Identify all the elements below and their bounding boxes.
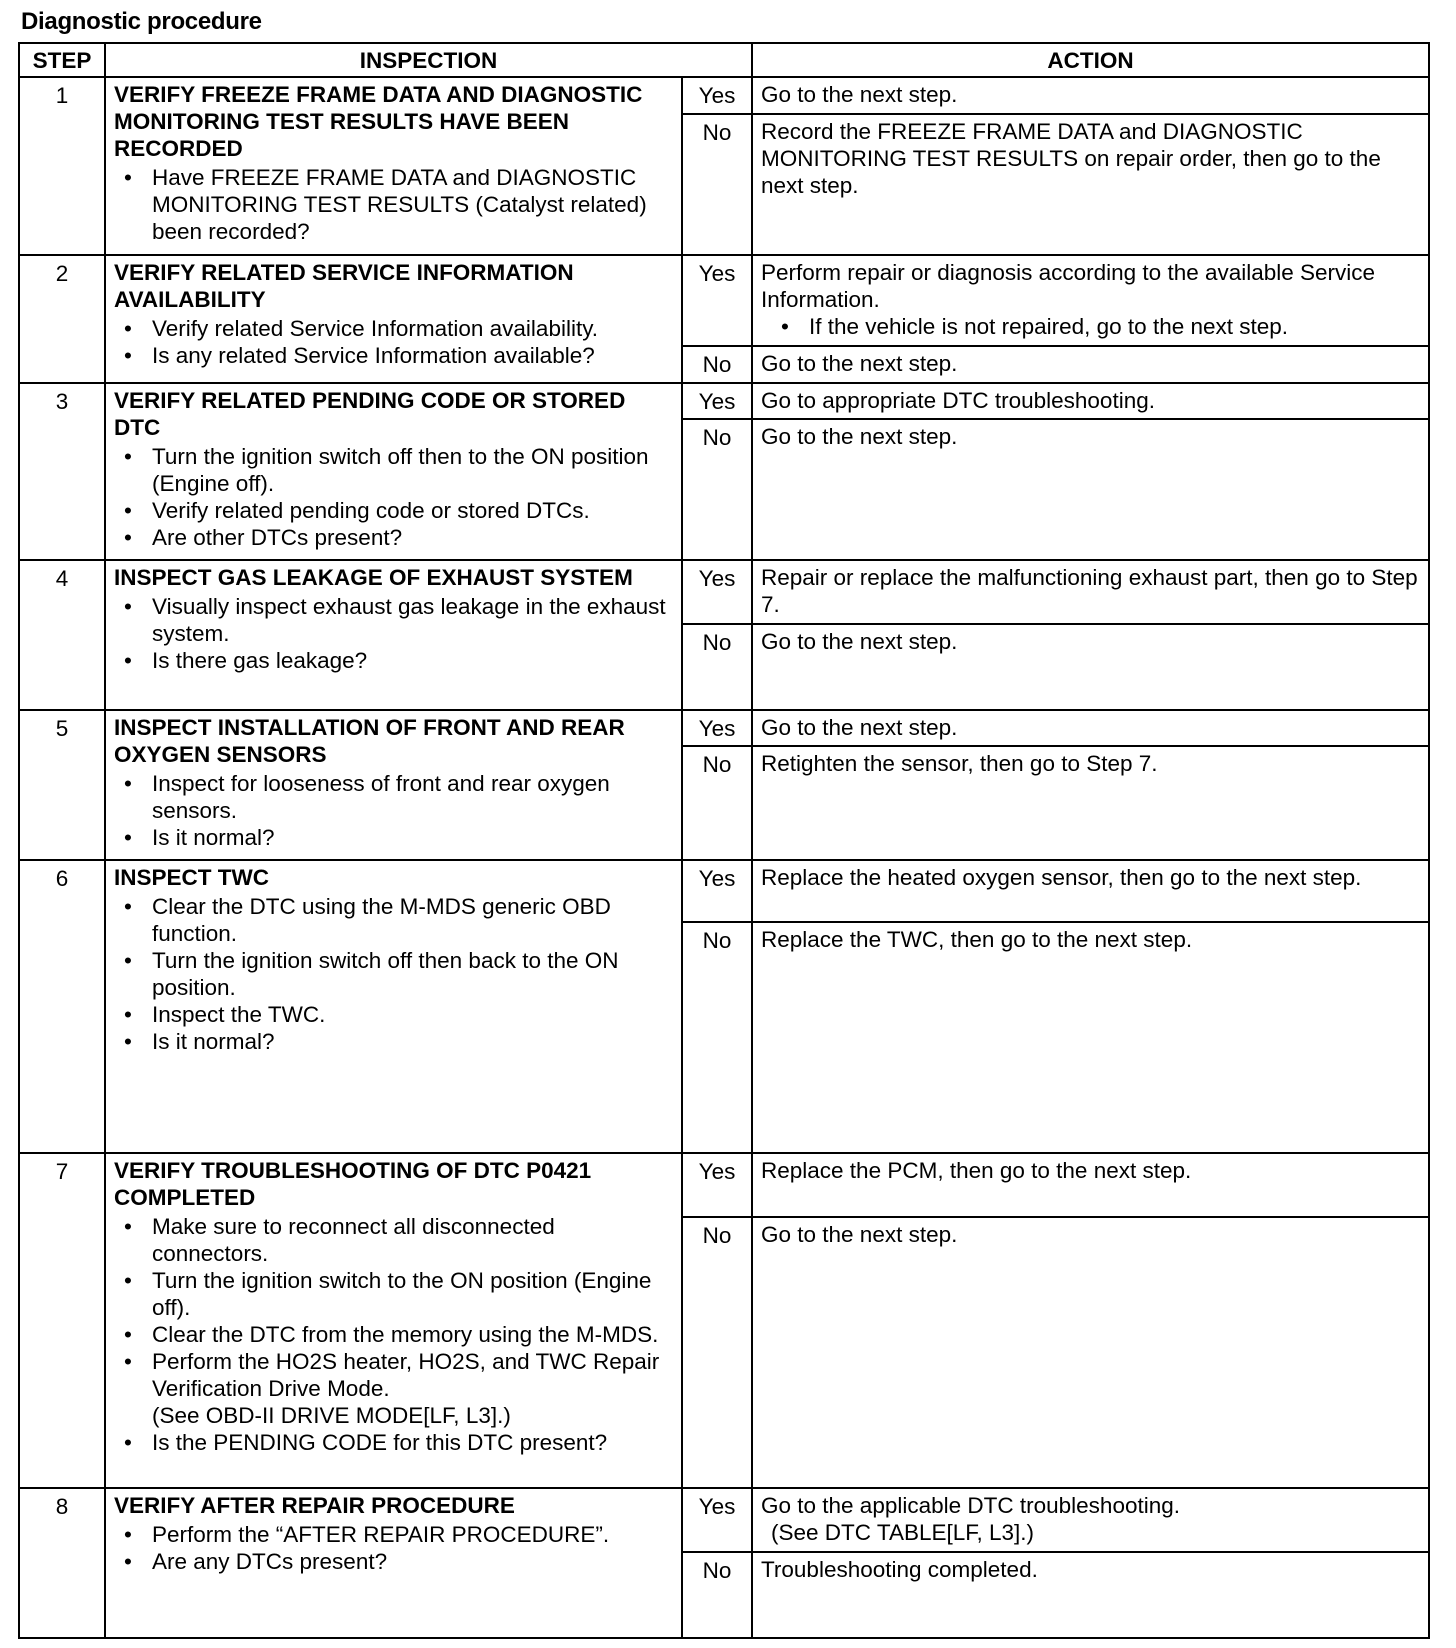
bullet-list — [114, 1521, 673, 1575]
bullet-item: • Turn the ignition switch off then to the ON position (Engine off). — [152, 443, 673, 497]
reference-link[interactable]: (See DTC TABLE[LF, L3].) — [771, 1520, 1035, 1546]
yes-label: Yes — [682, 77, 752, 114]
no-action: Go to the next step. — [752, 346, 1429, 382]
no-label: No — [682, 1217, 752, 1489]
no-label: No — [682, 1552, 752, 1638]
step-title: VERIFY RELATED PENDING CODE OR STORED DTC — [114, 387, 626, 440]
yes-action-text: Perform repair or diagnosis according to the available Service Information. — [761, 259, 1376, 312]
yes-label: Yes — [682, 1488, 752, 1552]
bullet-item: • Have FREEZE FRAME DATA and DIAGNOSTIC MONITORING TEST RESULTS (Catalyst related) been recorded? — [152, 164, 673, 245]
bullet-item: • Perform the “AFTER REPAIR PROCEDURE”. — [152, 1521, 673, 1548]
bullet-item: • Is the PENDING CODE for this DTC present? — [152, 1429, 673, 1456]
bullet-item: • Is it normal? — [152, 824, 673, 851]
step-title: VERIFY RELATED SERVICE INFORMATION AVAILABILITY — [114, 259, 574, 312]
yes-action: Repair or replace the malfunctioning exhaust part, then go to Step 7. — [752, 560, 1429, 624]
header-inspection: INSPECTION — [105, 43, 752, 77]
yes-label: Yes — [682, 710, 752, 746]
yes-label: Yes — [682, 560, 752, 624]
step-number: 6 — [19, 860, 105, 1153]
diagnostic-table — [18, 42, 1430, 1639]
step-6-yes-row — [19, 860, 1429, 923]
no-action: Troubleshooting completed. — [752, 1552, 1429, 1638]
step-number: 3 — [19, 383, 105, 561]
bullet-list — [114, 893, 673, 1055]
bullet-item: • Verify related pending code or stored DTCs. — [152, 497, 673, 524]
no-label: No — [682, 624, 752, 710]
reference-link[interactable]: (See OBD-II DRIVE MODE[LF, L3].) — [152, 1402, 511, 1428]
no-action: Retighten the sensor, then go to Step 7. — [752, 746, 1429, 859]
bullet-item: • Visually inspect exhaust gas leakage in the exhaust system. — [152, 593, 673, 647]
yes-action: Go to appropriate DTC troubleshooting. — [752, 383, 1429, 419]
step-7-yes-row — [19, 1153, 1429, 1217]
step-5-yes-row — [19, 710, 1429, 746]
step-number: 8 — [19, 1488, 105, 1638]
no-label: No — [682, 114, 752, 255]
step-title: VERIFY TROUBLESHOOTING OF DTC P0421 COMPLETED — [114, 1157, 592, 1210]
bullet-item: • Is any related Service Information available? — [152, 342, 673, 369]
no-label: No — [682, 922, 752, 1152]
bullet-item: • Clear the DTC from the memory using the M-MDS. — [152, 1321, 673, 1348]
bullet-text: • Perform the HO2S heater, HO2S, and TWC Repair Verification Drive Mode. — [152, 1348, 660, 1401]
step-inspection — [105, 560, 682, 710]
step-number: 7 — [19, 1153, 105, 1489]
step-title: VERIFY FREEZE FRAME DATA AND DIAGNOSTIC MONITORING TEST RESULTS HAVE BEEN RECORDED — [114, 82, 643, 161]
step-inspection — [105, 77, 682, 255]
step-inspection — [105, 1488, 682, 1638]
no-label: No — [682, 419, 752, 560]
bullet-item: • Inspect for looseness of front and rear oxygen sensors. — [152, 770, 673, 824]
bullet-item: • Are any DTCs present? — [152, 1548, 673, 1575]
step-4-yes-row — [19, 560, 1429, 624]
bullet-list — [114, 1213, 673, 1456]
step-2-yes-row — [19, 255, 1429, 347]
step-inspection — [105, 1153, 682, 1489]
bullet-item: • Verify related Service Information availability. — [152, 315, 673, 342]
yes-label: Yes — [682, 860, 752, 923]
header-row — [19, 43, 1429, 77]
header-action: ACTION — [752, 43, 1429, 77]
yes-label: Yes — [682, 1153, 752, 1217]
yes-label: Yes — [682, 255, 752, 347]
bullet-item: • If the vehicle is not repaired, go to the next step. — [809, 313, 1418, 340]
bullet-item: • Is it normal? — [152, 1028, 673, 1055]
step-title: VERIFY AFTER REPAIR PROCEDURE — [114, 1493, 515, 1519]
bullet-item: • Turn the ignition switch to the ON position (Engine off). — [152, 1267, 673, 1321]
step-title: INSPECT INSTALLATION OF FRONT AND REAR OXYGEN SENSORS — [114, 714, 625, 767]
yes-action: Replace the heated oxygen sensor, then go to the next step. — [752, 860, 1429, 923]
bullet-list — [761, 313, 1418, 340]
step-number: 5 — [19, 710, 105, 860]
yes-action: Replace the PCM, then go to the next step. — [752, 1153, 1429, 1217]
bullet-list — [114, 164, 673, 245]
bullet-list — [114, 770, 673, 851]
bullet-item: • Turn the ignition switch off then back to the ON position. — [152, 947, 673, 1001]
yes-action-text: Go to the applicable DTC troubleshooting. — [761, 1493, 1180, 1519]
step-inspection — [105, 255, 682, 383]
step-inspection — [105, 860, 682, 1153]
yes-action: Go to the next step. — [752, 710, 1429, 746]
step-title: INSPECT TWC — [114, 864, 269, 890]
no-label: No — [682, 746, 752, 859]
step-inspection — [105, 383, 682, 561]
bullet-list — [114, 315, 673, 369]
step-inspection — [105, 710, 682, 860]
yes-action — [752, 255, 1429, 347]
no-action: Record the FREEZE FRAME DATA and DIAGNOSTIC MONITORING TEST RESULTS on repair order, then go to the next step. — [752, 114, 1429, 255]
yes-label: Yes — [682, 383, 752, 419]
no-action: Go to the next step. — [752, 1217, 1429, 1489]
step-number: 4 — [19, 560, 105, 710]
no-action: Replace the TWC, then go to the next step. — [752, 922, 1429, 1152]
bullet-item: • Is there gas leakage? — [152, 647, 673, 674]
section-title: Diagnostic procedure — [21, 8, 262, 35]
step-8-yes-row — [19, 1488, 1429, 1552]
bullet-item: • Are other DTCs present? — [152, 524, 673, 551]
bullet-list — [114, 443, 673, 551]
no-action: Go to the next step. — [752, 624, 1429, 710]
bullet-list — [114, 593, 673, 674]
step-number: 1 — [19, 77, 105, 255]
header-step: STEP — [19, 43, 105, 77]
bullet-item: • Clear the DTC using the M-MDS generic OBD function. — [152, 893, 673, 947]
step-1-yes-row — [19, 77, 1429, 114]
bullet-item: • Make sure to reconnect all disconnected connectors. — [152, 1213, 673, 1267]
bullet-item — [152, 1348, 673, 1429]
no-action: Go to the next step. — [752, 419, 1429, 560]
bullet-item: • Inspect the TWC. — [152, 1001, 673, 1028]
yes-action: Go to the next step. — [752, 77, 1429, 114]
no-label: No — [682, 346, 752, 382]
step-title: INSPECT GAS LEAKAGE OF EXHAUST SYSTEM — [114, 565, 633, 591]
step-number: 2 — [19, 255, 105, 383]
yes-action — [752, 1488, 1429, 1552]
step-3-yes-row — [19, 383, 1429, 419]
